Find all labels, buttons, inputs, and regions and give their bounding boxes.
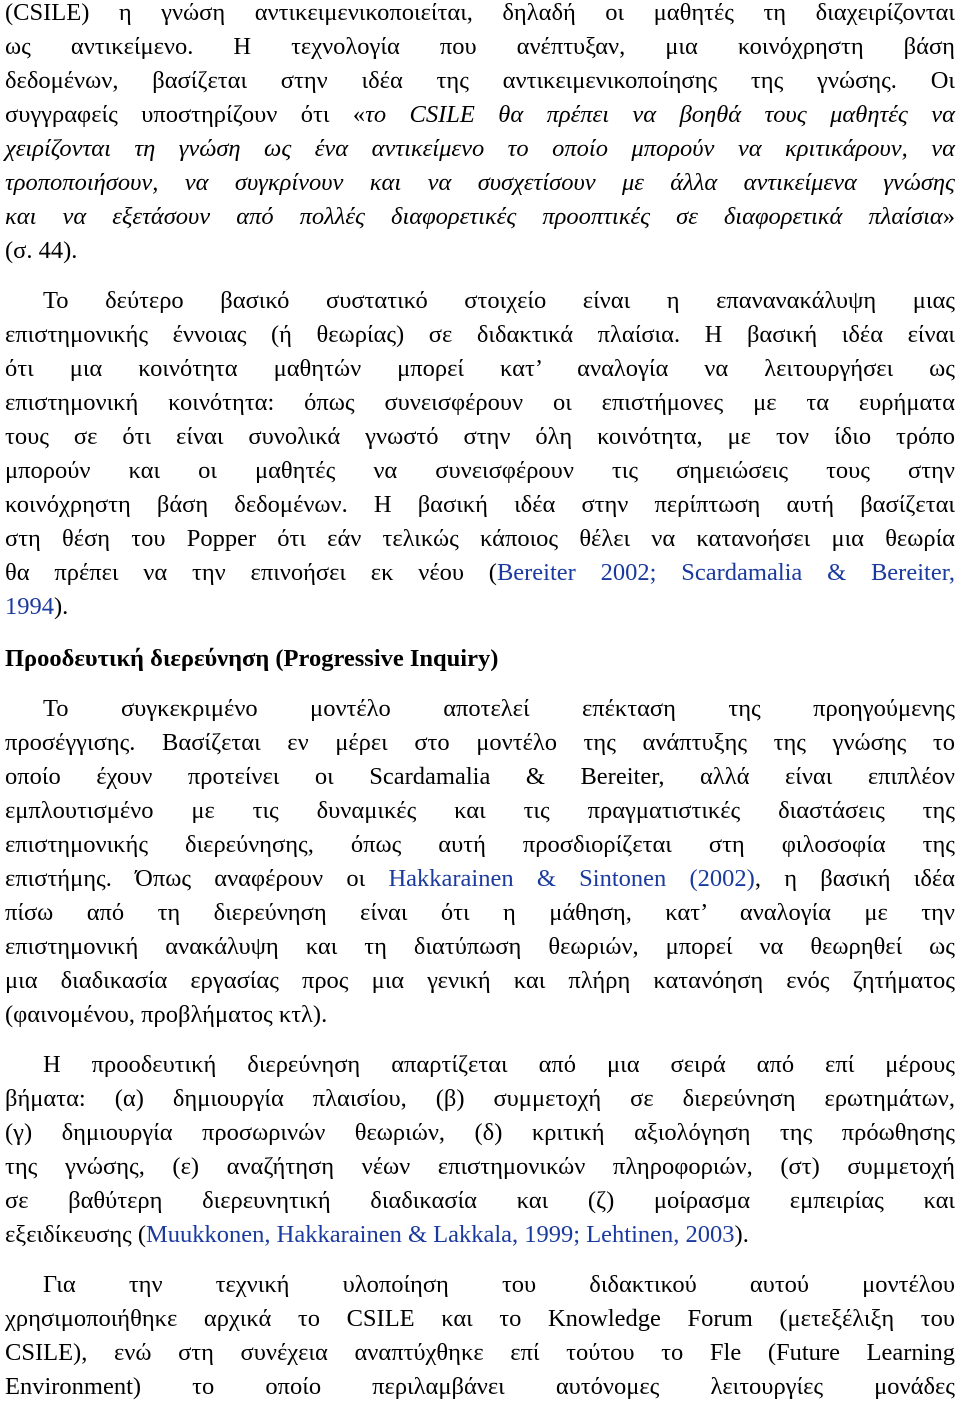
text-line: χρησιμοποιήθηκε αρχικά το CSILE και το Knowledge Forum (μετεξέλιξη του (5, 1305, 955, 1332)
quote-text: και να εξετάσουν από πολλές διαφορετικές προοπτικές σε διαφορετικά πλαίσια (5, 203, 943, 230)
text-line: βήματα: (α) δημιουργία πλαισίου, (β) συμμετοχή σε διερεύνηση ερωτημάτων, (5, 1085, 955, 1112)
citation-link[interactable]: Muukkonen, Hakkarainen & Lakkala, 1999; Lehtinen, 2003 (146, 1221, 735, 1248)
text-line: CSILE), ενώ στη συνέχεια αναπτύχθηκε επί τούτου το Fle (Future Learning (5, 1339, 955, 1366)
text-segment: ). (54, 593, 69, 620)
text-line (5, 590, 955, 624)
text-segment: , η βασική ιδέα (754, 865, 956, 892)
text-line: μπορούν και οι μαθητές να συνεισφέρουν τις σημειώσεις τους στην (5, 457, 955, 484)
text-line: επιστημονικής διερεύνησης, όπως αυτή προσδιορίζεται στη φιλοσοφία της (5, 831, 955, 858)
text-line: μια διαδικασία εργασίας προς μια γενική και πλήρη κατανόηση ενός ζητήματος (5, 967, 955, 994)
text-line: (γ) δημιουργία προσωρινών θεωριών, (δ) κριτική αξιολόγηση της πρόωθησης (5, 1119, 955, 1146)
text-line: (σ. 44). (5, 237, 78, 264)
quote-line: τροποποιήσουν, να συγκρίνουν και να συσχετίσουν με άλλα αντικείμενα γνώσης (5, 169, 955, 196)
quote-text: το CSILE θα πρέπει να βοηθά τους μαθητές να (365, 101, 955, 128)
paragraph-2 (5, 284, 955, 624)
citation-link[interactable]: 1994 (5, 593, 54, 620)
text-line (5, 98, 955, 132)
text-line (5, 200, 955, 234)
text-line: Για την τεχνική υλοποίηση του διδακτικού αυτού μοντέλου (43, 1271, 955, 1298)
citation-link[interactable]: Hakkarainen & Sintonen (2002) (388, 865, 755, 892)
paragraph-5 (5, 1268, 955, 1404)
text-line: κοινόχρηστη βάση δεδομένων. Η βασική ιδέα στην περίπτωση αυτή βασίζεται (5, 491, 955, 518)
text-line: Environment) το οποίο περιλαμβάνει αυτόνομες λειτουργίες μονάδες (5, 1373, 955, 1400)
text-segment: ). (734, 1221, 749, 1248)
text-line (5, 556, 955, 590)
text-line: επιστημονικής έννοιας (ή θεωρίας) σε διδακτικά πλαίσια. Η βασική ιδέα είναι (5, 321, 955, 348)
text-line: προσέγγισης. Βασίζεται εν μέρει στο μοντέλο της ανάπτυξης της γνώσης το (5, 729, 955, 756)
section-heading: Προοδευτική διερεύνηση (Progressive Inquiry) (5, 645, 499, 672)
text-line (5, 862, 955, 896)
text-line: σε βαθύτερη διερευνητική διαδικασία και (ζ) μοίρασμα εμπειρίας και (5, 1187, 955, 1214)
text-line: ότι μια κοινότητα μαθητών μπορεί κατ’ αναλογία να λειτουργήσει ως (5, 355, 955, 382)
text-segment: εξειδίκευσης ( (5, 1221, 146, 1248)
document-page (5, 0, 956, 1400)
text-line: Το συγκεκριμένο μοντέλο αποτελεί επέκταση της προηγούμενης (43, 695, 955, 722)
text-line: Η προοδευτική διερεύνηση απαρτίζεται από μια σειρά από επί μέρους (43, 1051, 955, 1078)
text-line: πίσω από τη διερεύνηση είναι ότι η μάθηση, κατ’ αναλογία με την (5, 899, 955, 926)
paragraph-4 (5, 1048, 955, 1252)
text-segment: συγγραφείς υποστηρίζουν ότι « (5, 101, 366, 128)
text-line (5, 1218, 955, 1252)
text-line: εμπλουτισμένο με τις δυναμικές και τις πραγματιστικές διαστάσεις της (5, 797, 955, 824)
text-line: δεδομένων, βασίζεται στην ιδέα της αντικειμενικοποίησης της γνώσης. Οι (5, 67, 955, 94)
text-line: (CSILE) η γνώση αντικειμενικοποιείται, δηλαδή οι μαθητές τη διαχειρίζονται (5, 0, 955, 26)
text-line: επιστημονική κοινότητα: όπως συνεισφέρουν οι επιστήμονες με τα ευρήματα (5, 389, 955, 416)
text-line: της γνώσης, (ε) αναζήτηση νέων επιστημονικών πληροφοριών, (στ) συμμετοχή (5, 1153, 955, 1180)
text-line: Το δεύτερο βασικό συστατικό στοιχείο είναι η επανανακάλυψη μιας (43, 287, 955, 314)
text-line: ως αντικείμενο. Η τεχνολογία που ανέπτυξαν, μια κοινόχρηστη βάση (5, 33, 955, 60)
text-line: τους σε ότι είναι συνολικά γνωστό στην όλη κοινότητα, με τον ίδιο τρόπο (5, 423, 955, 450)
text-line: οποίο έχουν προτείνει οι Scardamalia & Bereiter, αλλά είναι επιπλέον (5, 763, 955, 790)
text-line: επιστημονική ανακάλυψη και τη διατύπωση θεωριών, μπορεί να θεωρηθεί ως (5, 933, 955, 960)
paragraph-1 (5, 0, 955, 268)
text-segment: επιστήμης. Όπως αναφέρουν οι (5, 865, 389, 892)
paragraph-3 (5, 692, 955, 1032)
quote-line: χειρίζονται τη γνώση ως ένα αντικείμενο το οποίο μπορούν να κριτικάρουν, να (5, 135, 955, 162)
quote-close: » (942, 203, 955, 230)
citation-link[interactable]: Bereiter 2002; Scardamalia & Bereiter, (496, 559, 955, 586)
text-segment: θα πρέπει να την επινοήσει εκ νέου ( (5, 559, 497, 586)
text-line: (φαινομένου, προβλήματος κτλ). (5, 1001, 328, 1028)
text-line: στη θέση του Popper ότι εάν τελικώς κάποιος θέλει να κατανοήσει μια θεωρία (5, 525, 955, 552)
